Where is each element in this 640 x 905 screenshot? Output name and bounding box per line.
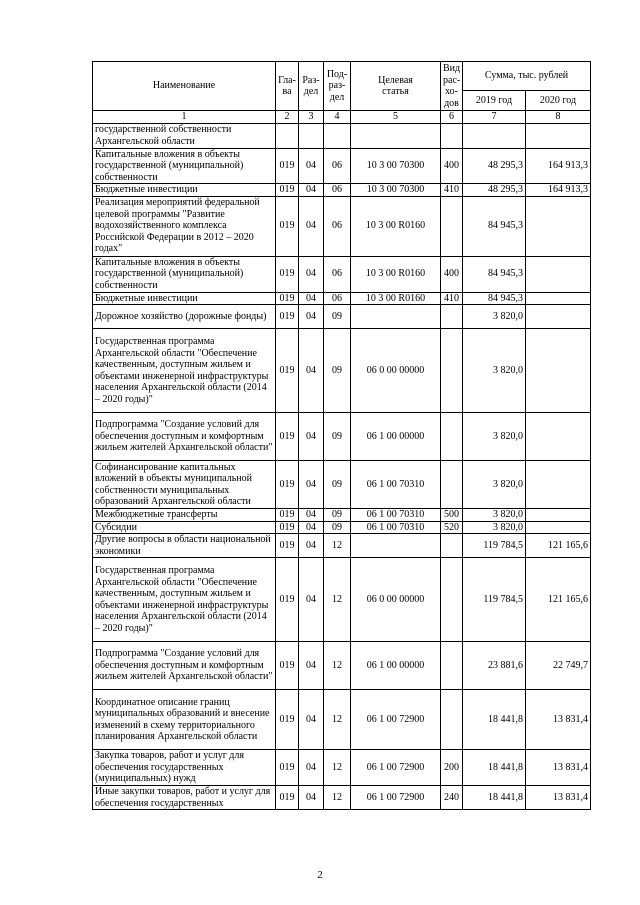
row-amount-2019: 84 945,3 (463, 196, 526, 256)
row-podrazdel: 09 (324, 329, 351, 413)
row-razdel: 04 (299, 184, 324, 197)
row-vid (441, 413, 463, 461)
table-row (93, 690, 591, 750)
row-glava: 019 (276, 509, 299, 522)
column-number: 5 (351, 111, 441, 124)
row-vid (441, 642, 463, 690)
row-razdel: 04 (299, 148, 324, 184)
row-name: Софинансирование капитальных вложений в объекты муниципальной собственности муниципальных образований Архангельской области (93, 461, 276, 509)
row-amount-2020 (526, 521, 591, 534)
row-glava: 019 (276, 196, 299, 256)
row-podrazdel (324, 123, 351, 148)
row-glava: 019 (276, 292, 299, 305)
table-row (93, 521, 591, 534)
row-amount-2019: 23 881,6 (463, 642, 526, 690)
row-glava: 019 (276, 534, 299, 558)
header-razdel: Раз- дел (299, 62, 324, 111)
header-summa: Сумма, тыс. рублей (463, 62, 591, 91)
row-vid: 410 (441, 292, 463, 305)
row-razdel: 04 (299, 521, 324, 534)
row-podrazdel: 12 (324, 786, 351, 810)
header-year-2020: 2020 год (526, 91, 591, 111)
row-razdel: 04 (299, 558, 324, 642)
row-amount-2019: 119 784,5 (463, 558, 526, 642)
row-amount-2019 (463, 123, 526, 148)
row-amount-2020 (526, 292, 591, 305)
row-amount-2020: 13 831,4 (526, 786, 591, 810)
table-row (93, 534, 591, 558)
row-name: Реализация мероприятий федеральной целевой программы "Развитие водохозяйственного комплекса Российской Федерации в 2012 – 2020 годах" (93, 196, 276, 256)
row-podrazdel: 09 (324, 509, 351, 522)
page-number: 2 (317, 869, 323, 881)
row-amount-2020: 13 831,4 (526, 690, 591, 750)
row-name: Бюджетные инвестиции (93, 184, 276, 197)
row-amount-2019: 48 295,3 (463, 148, 526, 184)
row-celevaya: 06 1 00 72900 (351, 786, 441, 810)
row-name: Субсидии (93, 521, 276, 534)
header-year-2019: 2019 год (463, 91, 526, 111)
row-amount-2019: 18 441,8 (463, 786, 526, 810)
row-amount-2019: 3 820,0 (463, 413, 526, 461)
row-amount-2020 (526, 413, 591, 461)
table-row (93, 750, 591, 786)
row-razdel: 04 (299, 305, 324, 329)
row-name: Координатное описание границ муниципальных образований и внесение изменений в схему территориального планирования Архангельской области (93, 690, 276, 750)
row-name: Капитальные вложения в объекты государственной (муниципальной) собственности (93, 256, 276, 292)
row-amount-2020: 13 831,4 (526, 750, 591, 786)
row-razdel: 04 (299, 461, 324, 509)
row-celevaya: 06 1 00 70310 (351, 521, 441, 534)
row-glava: 019 (276, 786, 299, 810)
row-celevaya: 06 0 00 00000 (351, 329, 441, 413)
row-razdel: 04 (299, 256, 324, 292)
row-celevaya: 10 3 00 70300 (351, 148, 441, 184)
row-celevaya: 06 0 00 00000 (351, 558, 441, 642)
header-podrazdel: Под- раз- дел (324, 62, 351, 111)
row-razdel: 04 (299, 786, 324, 810)
row-amount-2019: 18 441,8 (463, 690, 526, 750)
row-amount-2020 (526, 123, 591, 148)
row-podrazdel: 06 (324, 184, 351, 197)
row-razdel: 04 (299, 413, 324, 461)
row-name: государственной собственности Архангельской области (93, 123, 276, 148)
row-glava (276, 123, 299, 148)
row-podrazdel: 06 (324, 256, 351, 292)
row-glava: 019 (276, 521, 299, 534)
row-podrazdel: 06 (324, 292, 351, 305)
row-podrazdel: 12 (324, 534, 351, 558)
row-celevaya: 06 1 00 70310 (351, 509, 441, 522)
row-amount-2020 (526, 256, 591, 292)
row-podrazdel: 12 (324, 558, 351, 642)
row-podrazdel: 12 (324, 750, 351, 786)
table-row (93, 461, 591, 509)
column-number: 8 (526, 111, 591, 124)
header-vid: Вид рас- хо- дов (441, 62, 463, 111)
row-podrazdel: 09 (324, 305, 351, 329)
row-glava: 019 (276, 750, 299, 786)
row-celevaya: 06 1 00 00000 (351, 413, 441, 461)
table-row (93, 292, 591, 305)
row-vid: 410 (441, 184, 463, 197)
row-amount-2019: 48 295,3 (463, 184, 526, 197)
row-name: Другие вопросы в области национальной экономики (93, 534, 276, 558)
row-name: Государственная программа Архангельской области "Обеспечение качественным, доступным жильем и объектами инженерной инфраструктуры населения Архангельской области (2014 – 2020 годы)" (93, 558, 276, 642)
row-amount-2020 (526, 509, 591, 522)
budget-table (92, 61, 591, 810)
row-name: Бюджетные инвестиции (93, 292, 276, 305)
row-vid (441, 534, 463, 558)
row-podrazdel: 06 (324, 196, 351, 256)
row-amount-2019: 18 441,8 (463, 750, 526, 786)
row-amount-2020: 164 913,3 (526, 148, 591, 184)
row-vid (441, 329, 463, 413)
row-vid (441, 196, 463, 256)
row-celevaya: 06 1 00 70310 (351, 461, 441, 509)
row-vid: 200 (441, 750, 463, 786)
row-vid: 500 (441, 509, 463, 522)
row-amount-2020: 121 165,6 (526, 534, 591, 558)
row-celevaya: 10 3 00 R0160 (351, 196, 441, 256)
column-number: 7 (463, 111, 526, 124)
row-name: Подпрограмма "Создание условий для обеспечения доступным и комфортным жильем жителей Архангельской области" (93, 642, 276, 690)
row-amount-2019: 3 820,0 (463, 329, 526, 413)
row-celevaya: 06 1 00 00000 (351, 642, 441, 690)
header-name: Наименование (93, 62, 276, 111)
row-celevaya (351, 305, 441, 329)
row-glava: 019 (276, 256, 299, 292)
row-vid: 240 (441, 786, 463, 810)
row-podrazdel: 09 (324, 461, 351, 509)
row-podrazdel: 12 (324, 642, 351, 690)
row-vid (441, 123, 463, 148)
row-glava: 019 (276, 148, 299, 184)
row-razdel: 04 (299, 690, 324, 750)
row-razdel: 04 (299, 750, 324, 786)
row-amount-2019: 119 784,5 (463, 534, 526, 558)
row-glava: 019 (276, 690, 299, 750)
row-amount-2019: 3 820,0 (463, 509, 526, 522)
row-amount-2020: 22 749,7 (526, 642, 591, 690)
row-amount-2020 (526, 196, 591, 256)
column-number: 2 (276, 111, 299, 124)
row-vid (441, 305, 463, 329)
row-glava: 019 (276, 305, 299, 329)
row-name: Подпрограмма "Создание условий для обеспечения доступным и комфортным жильем жителей Архангельской области" (93, 413, 276, 461)
row-vid (441, 558, 463, 642)
column-number: 4 (324, 111, 351, 124)
table-body (93, 123, 591, 810)
row-razdel (299, 123, 324, 148)
row-name: Закупка товаров, работ и услуг для обеспечения государственных (муниципальных) нужд (93, 750, 276, 786)
row-razdel: 04 (299, 642, 324, 690)
row-name: Межбюджетные трансферты (93, 509, 276, 522)
row-celevaya: 10 3 00 70300 (351, 184, 441, 197)
table-row (93, 558, 591, 642)
row-amount-2020 (526, 329, 591, 413)
row-glava: 019 (276, 413, 299, 461)
row-glava: 019 (276, 461, 299, 509)
column-number-row (93, 111, 591, 124)
row-amount-2019: 3 820,0 (463, 521, 526, 534)
row-celevaya (351, 534, 441, 558)
row-name: Капитальные вложения в объекты государственной (муниципальной) собственности (93, 148, 276, 184)
row-celevaya: 10 3 00 R0160 (351, 256, 441, 292)
table-row (93, 148, 591, 184)
table-row (93, 305, 591, 329)
row-vid (441, 461, 463, 509)
column-number: 1 (93, 111, 276, 124)
row-amount-2020 (526, 305, 591, 329)
row-amount-2019: 3 820,0 (463, 461, 526, 509)
row-vid: 520 (441, 521, 463, 534)
header-celevaya: Целевая статья (351, 62, 441, 111)
row-vid (441, 690, 463, 750)
row-amount-2020 (526, 461, 591, 509)
row-vid: 400 (441, 148, 463, 184)
row-amount-2019: 84 945,3 (463, 256, 526, 292)
row-podrazdel: 09 (324, 521, 351, 534)
table-row (93, 413, 591, 461)
row-amount-2020: 164 913,3 (526, 184, 591, 197)
row-razdel: 04 (299, 534, 324, 558)
table-row (93, 642, 591, 690)
row-celevaya: 06 1 00 72900 (351, 750, 441, 786)
row-glava: 019 (276, 642, 299, 690)
table-row (93, 509, 591, 522)
row-glava: 019 (276, 329, 299, 413)
row-amount-2019: 3 820,0 (463, 305, 526, 329)
table-row (93, 786, 591, 810)
column-number: 3 (299, 111, 324, 124)
row-amount-2019: 84 945,3 (463, 292, 526, 305)
row-glava: 019 (276, 184, 299, 197)
row-glava: 019 (276, 558, 299, 642)
row-celevaya: 06 1 00 72900 (351, 690, 441, 750)
table-row (93, 123, 591, 148)
row-vid: 400 (441, 256, 463, 292)
row-podrazdel: 12 (324, 690, 351, 750)
table-row (93, 184, 591, 197)
row-razdel: 04 (299, 292, 324, 305)
table-row (93, 329, 591, 413)
table-row (93, 196, 591, 256)
header-glava: Гла- ва (276, 62, 299, 111)
row-celevaya (351, 123, 441, 148)
row-amount-2020: 121 165,6 (526, 558, 591, 642)
row-razdel: 04 (299, 509, 324, 522)
table-row (93, 256, 591, 292)
row-podrazdel: 09 (324, 413, 351, 461)
row-podrazdel: 06 (324, 148, 351, 184)
row-celevaya: 10 3 00 R0160 (351, 292, 441, 305)
row-name: Иные закупки товаров, работ и услуг для обеспечения государственных (93, 786, 276, 810)
row-name: Государственная программа Архангельской области "Обеспечение качественным, доступным жильем и объектами инженерной инфраструктуры населения Архангельской области (2014 – 2020 годы)" (93, 329, 276, 413)
row-razdel: 04 (299, 196, 324, 256)
row-razdel: 04 (299, 329, 324, 413)
row-name: Дорожное хозяйство (дорожные фонды) (93, 305, 276, 329)
column-number: 6 (441, 111, 463, 124)
